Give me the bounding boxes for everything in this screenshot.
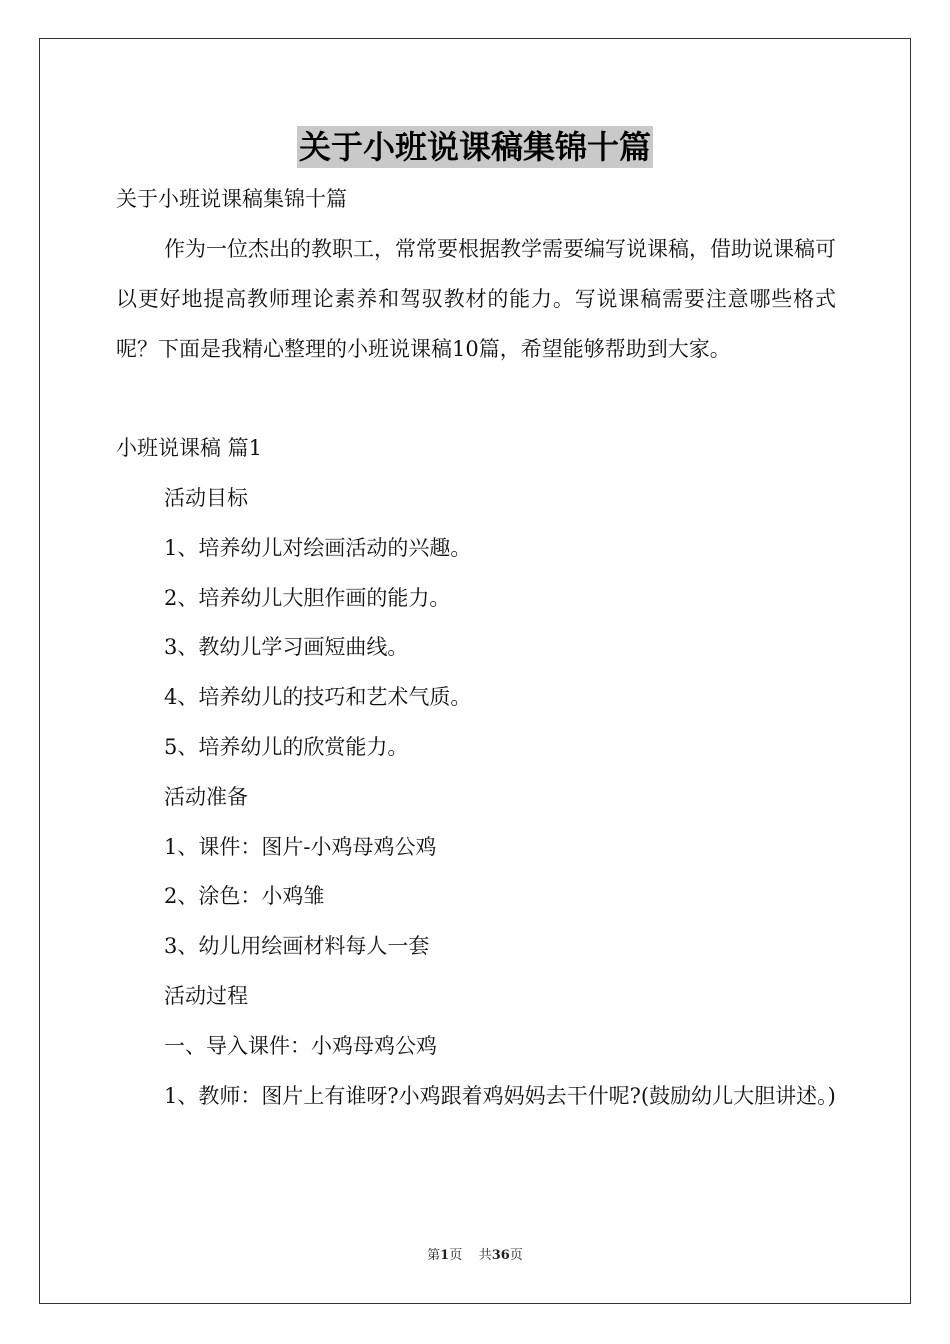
footer-page-prefix: 第 bbox=[427, 1248, 441, 1263]
goal-item-1: 1、培养幼儿对绘画活动的兴趣。 bbox=[164, 536, 472, 560]
teacher-question-paragraph: 1、教师：图片上有谁呀?小鸡跟着鸡妈妈去干什呢?(鼓励幼儿大胆讲述。) bbox=[164, 1084, 836, 1108]
goal-item-2: 2、培养幼儿大胆作画的能力。 bbox=[164, 586, 451, 610]
prep-item-2: 2、涂色：小鸡雏 bbox=[164, 884, 325, 908]
process-step-1: 一、导入课件：小鸡母鸡公鸡 bbox=[164, 1034, 437, 1058]
document-subtitle: 关于小班说课稿集锦十篇 bbox=[116, 187, 347, 211]
goal-item-4: 4、培养幼儿的技巧和艺术气质。 bbox=[164, 685, 472, 709]
goal-item-3: 3、教幼儿学习画短曲线。 bbox=[164, 635, 409, 659]
footer-total-pages: 36 bbox=[491, 1248, 510, 1263]
document-title: 关于小班说课稿集锦十篇 bbox=[298, 128, 651, 166]
footer-page-suffix: 页 bbox=[449, 1248, 463, 1263]
intro-paragraph: 作为一位杰出的教职工，常常要根据教学需要编写说课稿，借助说课稿可以更好地提高教师理论素养和驾驭教材的能力。写说课稿需要注意哪些格式呢？下面是我精心整理的小班说课稿10篇，希望能够帮助到大家。 bbox=[116, 237, 836, 361]
section-heading: 小班说课稿 篇1 bbox=[116, 436, 263, 460]
heading-activity-goals: 活动目标 bbox=[164, 486, 248, 510]
page-footer bbox=[0, 1247, 950, 1265]
goal-item-5: 5、培养幼儿的欣赏能力。 bbox=[164, 735, 409, 759]
footer-total-suffix: 页 bbox=[509, 1248, 523, 1263]
footer-page-number: 1 bbox=[440, 1248, 450, 1263]
prep-item-3: 3、幼儿用绘画材料每人一套 bbox=[164, 934, 430, 958]
prep-item-1: 1、课件：图片-小鸡母鸡公鸡 bbox=[164, 835, 437, 859]
heading-activity-process: 活动过程 bbox=[164, 984, 248, 1008]
heading-activity-prep: 活动准备 bbox=[164, 785, 248, 809]
title-wrap bbox=[0, 126, 950, 168]
footer-total-prefix: 共 bbox=[478, 1248, 492, 1263]
